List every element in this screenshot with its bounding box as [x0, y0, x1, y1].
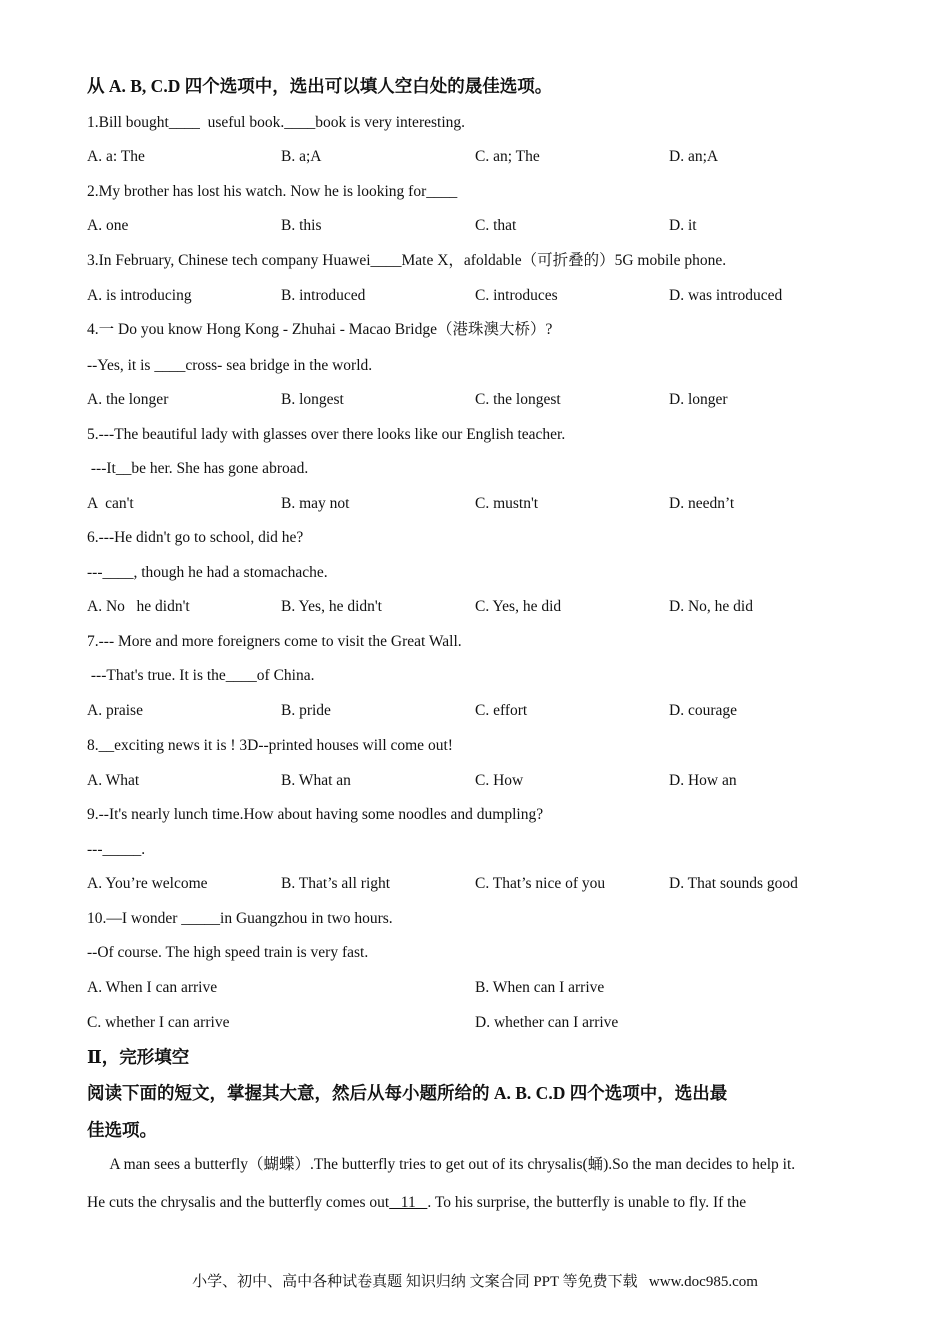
question-3-stem: 3.In February, Chinese tech company Huawei____Mate X，afoldable（可折叠的）5G mobile phone. — [87, 252, 727, 269]
question-5-option-c: C. mustn't — [475, 495, 539, 512]
question-4-option-c: C. the longest — [475, 391, 561, 408]
question-2-option-c: C. that — [475, 217, 517, 234]
question-2-option-b: B. this — [281, 217, 322, 234]
question-4-option-a: A. the longer — [87, 391, 169, 408]
question-1-option-a: A. a: The — [87, 148, 145, 165]
question-3-option-c: C. introduces — [475, 287, 558, 304]
question-10-option-a: A. When I can arrive — [87, 979, 218, 996]
passage-line-1: A man sees a butterfly（蝴蝶）.The butterfly tries to get out of its chrysalis(蛹).So the man decides to help it. — [87, 1156, 796, 1173]
passage-line-2 — [87, 1193, 746, 1213]
question-9-option-c: C. That’s nice of you — [475, 875, 606, 892]
question-7-option-c: C. effort — [475, 702, 528, 719]
question-3-option-b: B. introduced — [281, 287, 366, 304]
question-3-option-a: A. is introducing — [87, 287, 192, 304]
section2-title: Ⅱ，完形填空 — [87, 1047, 190, 1067]
question-7-option-d: D. courage — [669, 702, 737, 719]
question-10-stem: 10.—I wonder _____in Guangzhou in two hours. — [87, 910, 393, 927]
page-footer: 小学、初中、高中各种试卷真题 知识归纳 文案合同 PPT 等免费下载 www.doc985.com — [192, 1274, 758, 1290]
question-4-stem: 4.一 Do you know Hong Kong - Zhuhai - Macao Bridge（港珠澳大桥）? — [87, 321, 553, 338]
question-8-stem: 8.__exciting news it is ! 3D--printed houses will come out! — [87, 737, 453, 754]
question-3-option-d: D. was introduced — [669, 287, 783, 304]
question-4-option-b: B. longest — [281, 391, 344, 408]
question-5-option-a: A can't — [87, 495, 134, 512]
question-5-option-b: B. may not — [281, 495, 350, 512]
section1-title: 从 A. B, C.D 四个选项中，选出可以填人空白处的晟佳选项。 — [87, 76, 553, 96]
question-5-stem-reply: ---It__be her. She has gone abroad. — [87, 460, 309, 477]
question-7-option-a: A. praise — [87, 702, 143, 719]
question-6-option-c: C. Yes, he did — [475, 598, 562, 615]
section2-instruction: 阅读下面的短文，掌握其大意，然后从每小题所给的 A. B. C.D 四个选项中，选出最 — [87, 1083, 728, 1103]
passage-blank-11: 11 — [389, 1194, 428, 1211]
question-1-option-b: B. a;A — [281, 148, 322, 165]
question-8-option-b: B. What an — [281, 772, 351, 789]
question-2-option-a: A. one — [87, 217, 129, 234]
question-1-stem: 1.Bill bought____ useful book.____book is very interesting. — [87, 114, 466, 131]
question-5-option-d: D. needn’t — [669, 495, 735, 512]
question-9-option-b: B. That’s all right — [281, 875, 391, 892]
question-10-option-d: D. whether can I arrive — [475, 1014, 619, 1031]
question-8-option-c: C. How — [475, 772, 524, 789]
question-1-option-d: D. an;A — [669, 148, 719, 165]
question-4-option-d: D. longer — [669, 391, 728, 408]
question-7-stem-reply: ---That's true. It is the____of China. — [87, 667, 315, 684]
passage-text-cont: . To his surprise, the butterfly is unable to fly. If the — [427, 1194, 747, 1211]
question-2-option-d: D. it — [669, 217, 697, 234]
question-5-stem: 5.---The beautiful lady with glasses over there looks like our English teacher. — [87, 426, 566, 443]
question-9-stem: 9.--It's nearly lunch time.How about having some noodles and dumpling? — [87, 806, 544, 823]
question-9-stem-reply: ---_____. — [87, 841, 146, 858]
question-9-option-d: D. That sounds good — [669, 875, 798, 892]
question-6-option-a: A. No he didn't — [87, 598, 190, 615]
question-9-option-a: A. You’re welcome — [87, 875, 208, 892]
question-6-stem: 6.---He didn't go to school, did he? — [87, 529, 304, 546]
question-8-option-d: D. How an — [669, 772, 737, 789]
question-6-option-d: D. No, he did — [669, 598, 753, 615]
question-4-stem-reply: --Yes, it is ____cross- sea bridge in the world. — [87, 357, 373, 374]
question-6-stem-reply: ---____, though he had a stomachache. — [87, 564, 328, 581]
passage-text: He cuts the chrysalis and the butterfly comes out — [87, 1194, 390, 1211]
question-10-option-b: B. When can I arrive — [475, 979, 605, 996]
question-6-option-b: B. Yes, he didn't — [281, 598, 382, 615]
question-10-option-c: C. whether I can arrive — [87, 1014, 230, 1031]
question-1-option-c: C. an; The — [475, 148, 540, 165]
question-2-stem: 2.My brother has lost his watch. Now he is looking for____ — [87, 183, 458, 200]
question-7-option-b: B. pride — [281, 702, 331, 719]
question-8-option-a: A. What — [87, 772, 140, 789]
question-7-stem: 7.--- More and more foreigners come to visit the Great Wall. — [87, 633, 462, 650]
section2-instruction-cont: 佳选项。 — [87, 1120, 157, 1140]
question-10-stem-reply: --Of course. The high speed train is very fast. — [87, 944, 369, 961]
